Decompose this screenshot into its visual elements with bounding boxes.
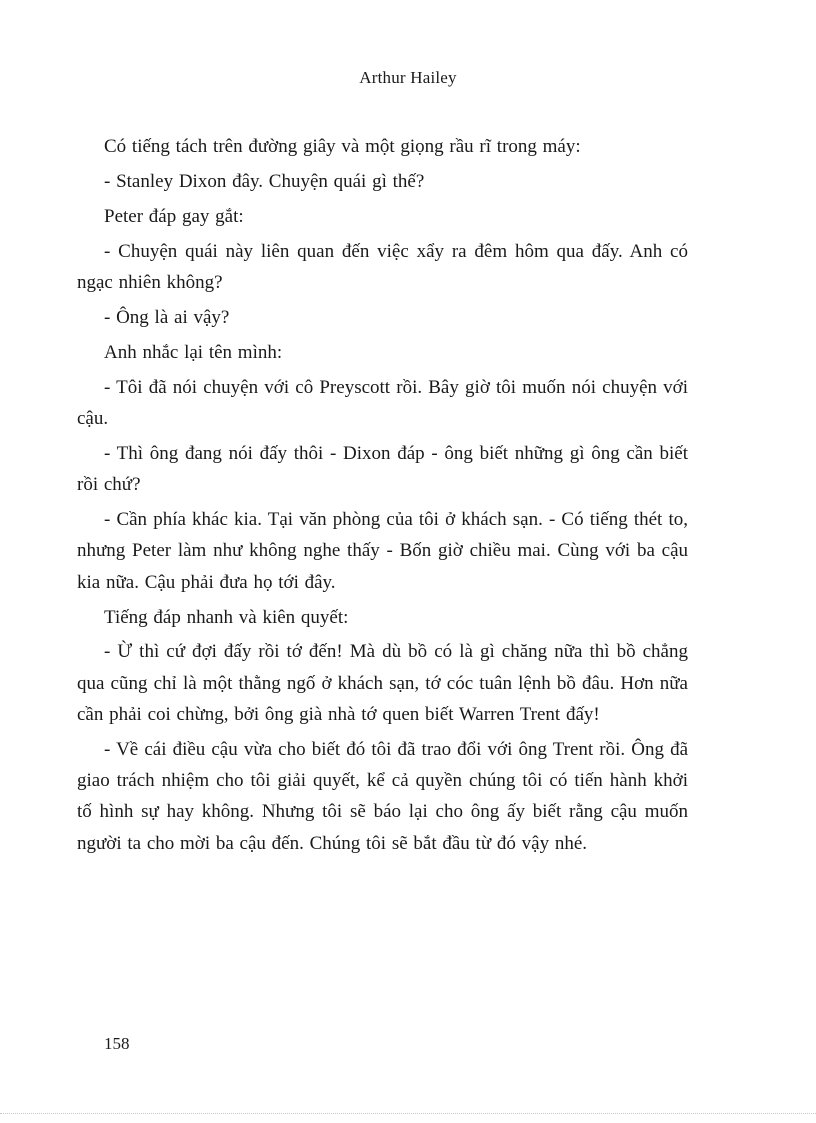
page-number: 158 xyxy=(104,1034,130,1053)
paragraph: - Về cái điều cậu vừa cho biết đó tôi đã trao đổi với ông Trent rồi. Ông đã giao trách nhiệm cho tôi giải quyết, kể cả quyền chúng tôi có tiến hành khởi tố hình sự hay không. Nhưng tôi sẽ báo lại cho ông ấy biết rằng cậu muốn người ta cho mời ba cậu đến. Chúng tôi sẽ bắt đầu từ đó vậy nhé. xyxy=(77,738,688,854)
body-text xyxy=(77,131,688,863)
paragraph: - Thì ông đang nói đấy thôi - Dixon đáp - ông biết những gì ông cần biết rồi chứ? xyxy=(77,442,688,496)
paragraph: - Ông là ai vậy? xyxy=(104,306,230,328)
paragraph: Anh nhắc lại tên mình: xyxy=(104,341,283,363)
paragraph: - Cần phía khác kia. Tại văn phòng của tôi ở khách sạn. - Có tiếng thét to, nhưng Peter làm như không nghe thấy - Bốn giờ chiều mai. Cùng với ba cậu kia nữa. Cậu phải đưa họ tới đây. xyxy=(77,509,688,593)
paragraph: Peter đáp gay gắt: xyxy=(104,205,244,227)
page-bottom-divider xyxy=(0,1113,816,1114)
paragraph: Tiếng đáp nhanh và kiên quyết: xyxy=(104,606,349,628)
paragraph: Có tiếng tách trên đường giây và một giọng rầu rĩ trong máy: xyxy=(104,136,581,157)
paragraph: - Stanley Dixon đây. Chuyện quái gì thế? xyxy=(104,170,425,192)
paragraph: - Ừ thì cứ đợi đấy rồi tớ đến! Mà dù bồ có là gì chăng nữa thì bồ chẳng qua cũng chỉ là một thằng ngố ở khách sạn, tớ cóc tuân lệnh bồ đâu. Hơn nữa cần phải coi chừng, bởi ông già nhà tớ quen biết Warren Trent đấy! xyxy=(77,641,688,725)
paragraph: - Tôi đã nói chuyện với cô Preyscott rồi. Bây giờ tôi muốn nói chuyện với cậu. xyxy=(77,376,688,429)
running-header: Arthur Hailey xyxy=(359,68,457,87)
paragraph: - Chuyện quái này liên quan đến việc xẩy ra đêm hôm qua đấy. Anh có ngạc nhiên không? xyxy=(77,240,688,293)
